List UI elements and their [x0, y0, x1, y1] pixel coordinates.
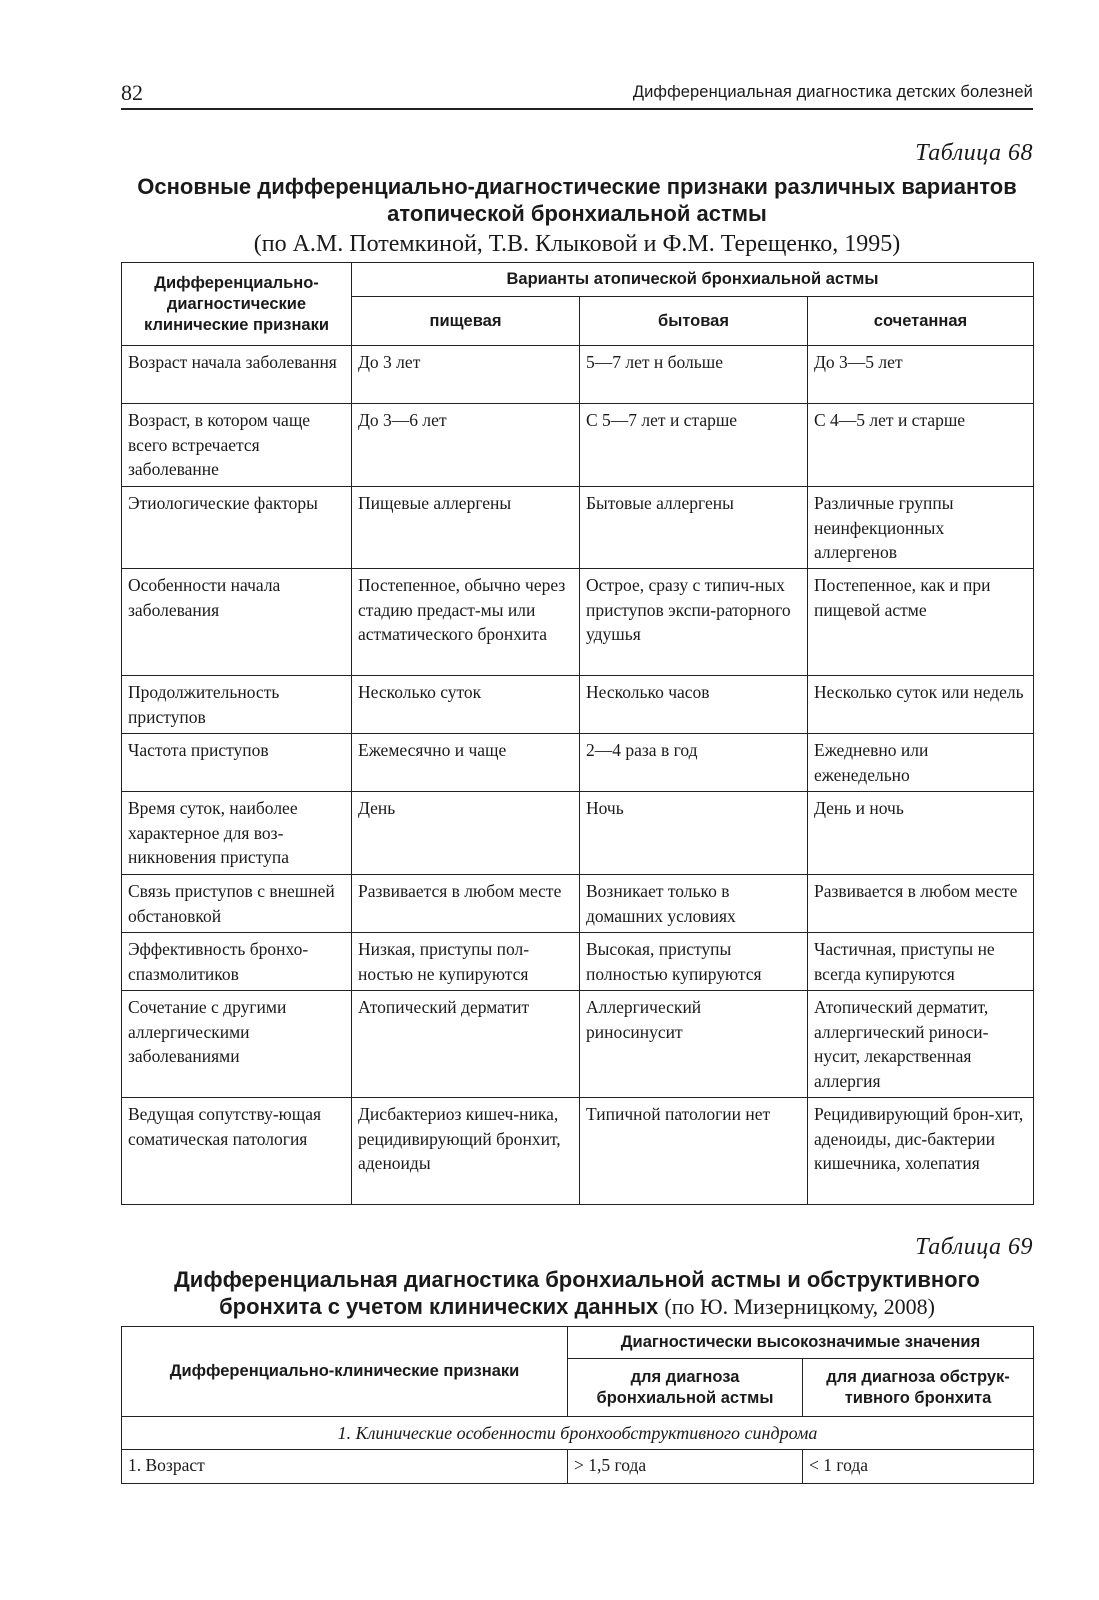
table-row	[122, 933, 1034, 991]
table-68-col-header: Дифференциально-диагностические клинические признаки	[122, 263, 352, 346]
table-row	[122, 991, 1034, 1098]
row-label-cell: Этиологические факторы	[122, 487, 352, 569]
table-cell: Несколько суток	[352, 676, 580, 734]
page-header	[121, 78, 1033, 110]
table-69-sub-header: для диагноза бронхиальной астмы	[568, 1359, 803, 1417]
row-label-cell: Время суток, наиболее характерное для воз-никновения приступа	[122, 792, 352, 875]
running-title: Дифференциальная диагностика детских болезней	[632, 83, 1033, 101]
table-cell: Возникает только в домашних условиях	[580, 875, 808, 933]
table-cell: Частичная, приступы не всегда купируются	[808, 933, 1034, 991]
row-label-cell: Продолжительность приступов	[122, 676, 352, 734]
table-cell: 2—4 раза в год	[580, 734, 808, 792]
table-cell: 1. Возраст	[122, 1450, 568, 1484]
table-row	[122, 734, 1034, 792]
table-cell: Атопический дерматит, аллергический риноси-нусит, лекарственная аллергия	[808, 991, 1034, 1098]
table-cell: Дисбактериоз кишеч-ника, рецидивирующий бронхит, аденоиды	[352, 1098, 580, 1205]
table-cell: Ночь	[580, 792, 808, 875]
table-68-number: Таблица 68	[915, 140, 1033, 166]
table-cell: Различные группы неинфекционных аллергенов	[808, 487, 1034, 569]
table-cell: С 4—5 лет и старше	[808, 404, 1034, 487]
row-label-cell: Эффективность бронхо-спазмолитиков	[122, 933, 352, 991]
table-cell: Несколько суток или недель	[808, 676, 1034, 734]
table-cell: С 5—7 лет и старше	[580, 404, 808, 487]
table-cell: Острое, сразу с типич-ных приступов экспи-раторного удушья	[580, 569, 808, 676]
table-69-title-line2: бронхита с учетом клинических данных	[219, 1294, 659, 1319]
table-cell: Рецидивирующий брон-хит, аденоиды, дис-бактерии кишечника, холепатия	[808, 1098, 1034, 1205]
table-cell: 5—7 лет н больше	[580, 346, 808, 404]
row-label-cell: Особенности начала заболевания	[122, 569, 352, 676]
table-69-title-line1: Дифференциальная диагностика бронхиальной астмы и обструктивного	[174, 1267, 980, 1292]
table-cell: Бытовые аллергены	[580, 487, 808, 569]
table-69-sub-header: для диагноза обструк-тивного бронхита	[803, 1359, 1034, 1417]
table-69-title-line2-wrap	[121, 1293, 1033, 1320]
row-label-cell: Связь приступов с внешней обстановкой	[122, 875, 352, 933]
table-row	[122, 676, 1034, 734]
table-row	[122, 404, 1034, 487]
table-cell: До 3 лет	[352, 346, 580, 404]
table-cell: Несколько часов	[580, 676, 808, 734]
table-cell: Низкая, приступы пол-ностью не купируются	[352, 933, 580, 991]
table-cell: Типичной патологии нет	[580, 1098, 808, 1205]
table-cell: Постепенное, как и при пищевой астме	[808, 569, 1034, 676]
table-cell: < 1 года	[803, 1450, 1034, 1484]
table-68	[121, 262, 1034, 1205]
table-row	[122, 875, 1034, 933]
table-68-variant-header: сочетанная	[808, 297, 1034, 346]
table-cell: Развивается в любом месте	[808, 875, 1034, 933]
table-cell: Атопический дерматит	[352, 991, 580, 1098]
table-cell: > 1,5 года	[568, 1450, 803, 1484]
table-68-group-header: Варианты атопической бронхиальной астмы	[352, 263, 1034, 297]
table-cell: До 3—6 лет	[352, 404, 580, 487]
table-cell: День	[352, 792, 580, 875]
page-number: 82	[121, 80, 143, 105]
table-cell: Аллергический риносинусит	[580, 991, 808, 1098]
table-cell: Высокая, приступы полностью купируются	[580, 933, 808, 991]
table-cell: День и ночь	[808, 792, 1034, 875]
table-cell: Ежедневно или еженедельно	[808, 734, 1034, 792]
table-cell: До 3—5 лет	[808, 346, 1034, 404]
table-row	[122, 346, 1034, 404]
table-69-source: (по Ю. Мизерницкому, 2008)	[664, 1294, 935, 1319]
table-68-variant-header: пищевая	[352, 297, 580, 346]
table-cell: Постепенное, обычно через стадию предаст-мы или астматического бронхита	[352, 569, 580, 676]
table-row	[122, 487, 1034, 569]
table-cell: Развивается в любом месте	[352, 875, 580, 933]
table-68-title-line1: Основные дифференциально-диагностические признаки различных вариантов	[137, 174, 1017, 199]
row-label-cell: Сочетание с другими аллергическими заболеваниями	[122, 991, 352, 1098]
table-row	[122, 792, 1034, 875]
row-label-cell: Возраст начала заболевання	[122, 346, 352, 404]
table-69-col-header: Дифференциально-клинические признаки	[122, 1327, 568, 1417]
table-row	[122, 1450, 1034, 1484]
table-68-title-line2: атопической бронхиальной астмы	[387, 201, 767, 226]
table-68-source: (по А.М. Потемкиной, Т.В. Клыковой и Ф.М. Терещенко, 1995)	[253, 231, 901, 257]
table-cell: Ежемесячно и чаще	[352, 734, 580, 792]
table-row	[122, 569, 1034, 676]
row-label-cell: Частота приступов	[122, 734, 352, 792]
table-69	[121, 1326, 1034, 1484]
table-69-group-header: Диагностически высокозначимые значения	[568, 1327, 1034, 1359]
table-69-section-row: 1. Клинические особенности бронхообструктивного синдрома	[122, 1417, 1034, 1450]
table-row	[122, 1098, 1034, 1205]
row-label-cell: Ведущая сопутству-ющая соматическая патология	[122, 1098, 352, 1205]
table-cell: Пищевые аллергены	[352, 487, 580, 569]
table-68-variant-header: бытовая	[580, 297, 808, 346]
row-label-cell: Возраст, в котором чаще всего встречается заболеванне	[122, 404, 352, 487]
table-69-number: Таблица 69	[915, 1234, 1033, 1260]
